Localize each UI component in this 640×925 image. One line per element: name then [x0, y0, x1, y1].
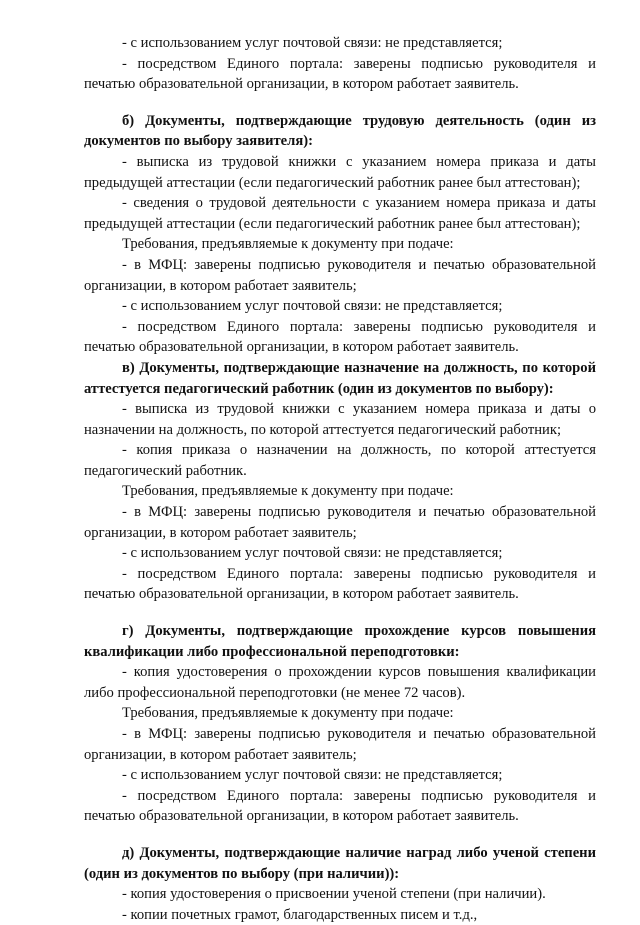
section-g-item-1: - копия удостоверения о прохождении курсов повышения квалификации либо профессиональной переподготовки (не менее 72 часов). [84, 664, 596, 701]
section-d-item-1: - копия удостоверения о присвоении ученой степени (при наличии). [122, 886, 546, 903]
section-v-req-post: - с использованием услуг почтовой связи: не представляется; [122, 545, 503, 562]
section-g-requirements-title: Требования, предъявляемые к документу при подаче: [122, 705, 454, 722]
section-b-req-portal: - посредством Единого портала: заверены подписью руководителя и печатью образовательной организации, в котором работает заявитель. [84, 318, 596, 356]
section-g-heading: г) Документы, подтверждающие прохождение курсов повышения квалификации либо профессиональной переподготовки: [84, 623, 596, 660]
intro-item-1: - с использованием услуг почтовой связи: не представляется; [122, 35, 503, 51]
section-v-item-1: - выписка из трудовой книжки с указанием номера приказа и даты о назначении на должность, по которой аттестуется педагогический работник; [84, 401, 596, 438]
section-v-req-mfc: - в МФЦ: заверены подписью руководителя и печатью образовательной организации, в котором работает заявитель; [84, 504, 596, 541]
section-g-req-post: - с использованием услуг почтовой связи: не представляется; [122, 767, 503, 784]
section-v-req-portal: - посредством Единого портала: заверены подписью руководителя и печатью образовательной организации, в котором работает заявитель. [84, 565, 596, 603]
section-v-item-2: - копия приказа о назначении на должность, по которой аттестуется педагогический работник. [84, 442, 596, 479]
document-page [84, 33, 596, 925]
section-b-requirements-title: Требования, предъявляемые к документу при подаче: [122, 236, 454, 253]
intro-item-2: - посредством Единого портала: заверены подписью руководителя и печатью образовательной организации, в котором работает заявитель. [84, 55, 596, 93]
section-g-req-portal: - посредством Единого портала: заверены подписью руководителя и печатью образовательной организации, в котором работает заявитель. [84, 787, 596, 825]
section-b-req-post: - с использованием услуг почтовой связи: не представляется; [122, 298, 503, 315]
section-b-item-1: - выписка из трудовой книжки с указанием номера приказа и даты предыдущей аттестации (если педагогический работник ранее был аттестован); [84, 153, 596, 191]
section-v-requirements-title: Требования, предъявляемые к документу при подаче: [122, 483, 454, 500]
section-g-req-mfc: - в МФЦ: заверены подписью руководителя и печатью образовательной организации, в котором работает заявитель; [84, 726, 596, 763]
section-b-req-mfc: - в МФЦ: заверены подписью руководителя и печатью образовательной организации, в котором работает заявитель; [84, 256, 596, 294]
section-v-heading: в) Документы, подтверждающие назначение на должность, по которой аттестуется педагогический работник (один из документов по выбору): [84, 359, 596, 397]
section-d-item-2: - копии почетных грамот, благодарственных писем и т.д., [122, 906, 478, 923]
section-d-heading: д) Документы, подтверждающие наличие наград либо ученой степени (один из документов по выбору (при наличии)): [84, 844, 596, 882]
section-b-heading: б) Документы, подтверждающие трудовую деятельность (один из документов по выбору заявителя): [84, 112, 596, 150]
section-b-item-2: - сведения о трудовой деятельности с указанием номера приказа и даты предыдущей аттестации (если педагогический работник ранее был аттестован); [84, 195, 596, 232]
